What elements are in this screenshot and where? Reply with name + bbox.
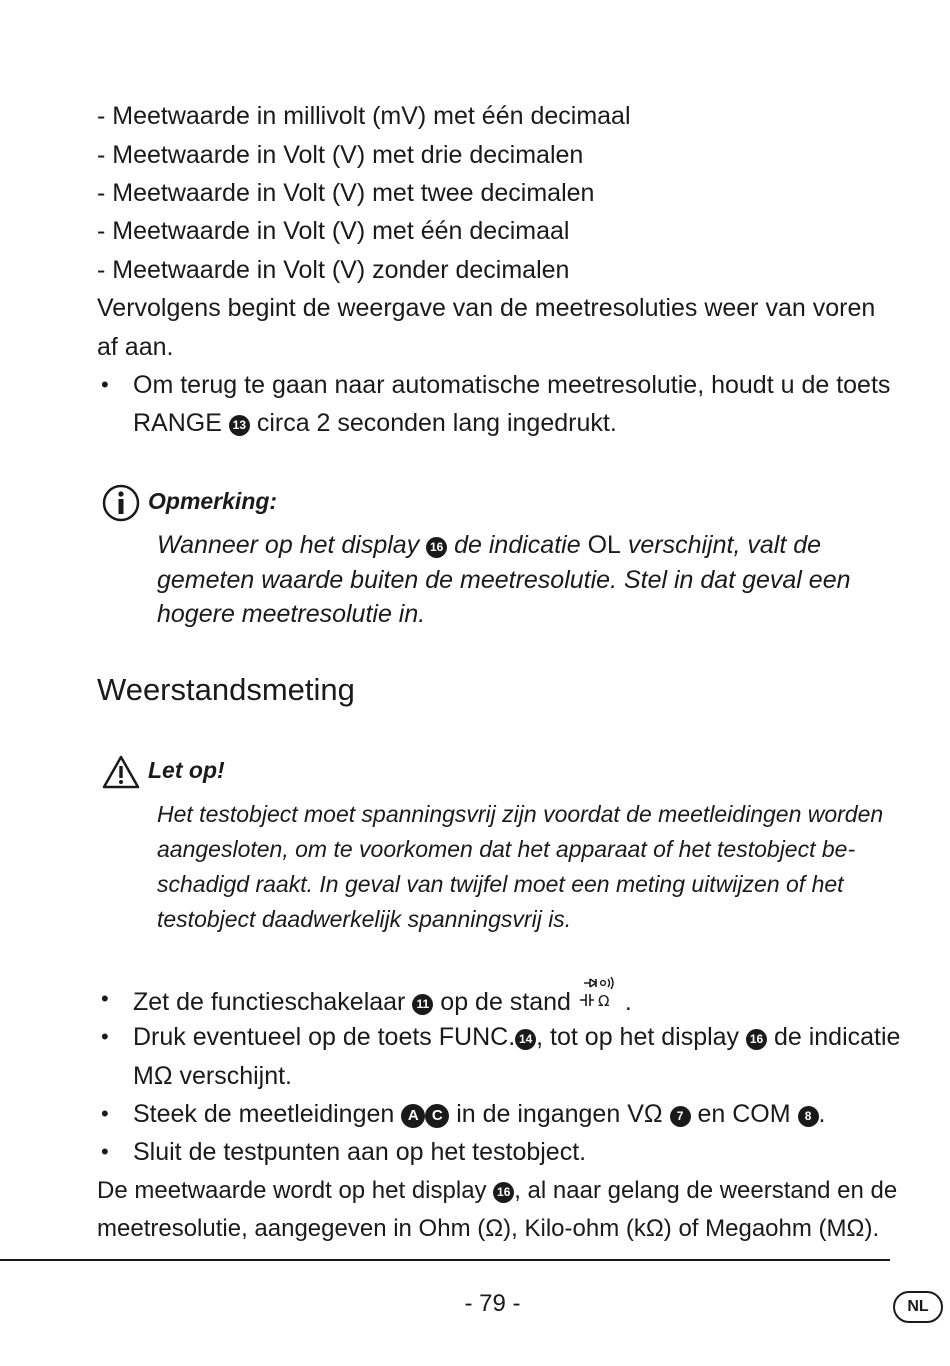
bullet-dot: • <box>101 372 109 397</box>
ref-7-badge: 7 <box>670 1106 691 1127</box>
step-text: op de stand <box>440 988 571 1016</box>
ref-11-badge: 11 <box>412 994 433 1015</box>
caution-line: aangesloten, om te voorkomen dat het apparaat of het testobject be- <box>157 836 856 862</box>
step-text: Zet de functieschakelaar <box>133 988 406 1016</box>
info-icon <box>102 484 140 522</box>
final-line2: meetresolutie, aangegeven in Ohm (Ω), Kilo-ohm (kΩ) of Megaohm (MΩ). <box>97 1215 880 1242</box>
final-text: , al naar gelang de weerstand en de <box>514 1177 898 1204</box>
func-key: FUNC. <box>438 1023 516 1051</box>
ref-C-badge: C <box>425 1104 449 1128</box>
final-text: De meetwaarde wordt op het display <box>97 1177 487 1204</box>
step-4: Sluit de testpunten aan op het testobject. <box>133 1138 587 1166</box>
range-bullet-line2 <box>133 408 617 438</box>
paragraph-line: Vervolgens begint de weergave van de meetresoluties weer van voren <box>97 294 876 322</box>
step-text: en <box>697 1100 726 1128</box>
note-line3: hogere meetresolutie in. <box>157 600 426 628</box>
note-title: Opmerking: <box>148 488 278 514</box>
range-bullet-line1: Om terug te gaan naar automatische meetresolutie, houdt u de toets <box>133 371 891 399</box>
note-text: Wanneer op het display <box>157 531 420 559</box>
step-2 <box>133 1022 900 1052</box>
bullet-dot: • <box>101 986 109 1011</box>
ref-14-badge: 14 <box>515 1029 536 1050</box>
ol-indicator: OL <box>587 531 621 559</box>
page-number: - 79 - <box>464 1290 521 1317</box>
note-text: verschijnt, valt de <box>627 531 822 559</box>
range-key: RANGE <box>133 409 222 437</box>
com-input-label: COM <box>732 1100 791 1128</box>
vo-input-label: VΩ <box>627 1100 663 1128</box>
range-rest: circa 2 seconden lang ingedrukt. <box>256 409 617 437</box>
bullet-dot: • <box>101 1101 109 1126</box>
step-text: . <box>818 1100 826 1128</box>
step-text: . <box>624 988 632 1016</box>
ref-A-badge: A <box>401 1104 425 1128</box>
caution-title: Let op! <box>148 757 225 783</box>
section-heading: Weerstandsmeting <box>97 672 355 707</box>
step-text: Steek de meetleidingen <box>133 1100 395 1128</box>
list-line: - Meetwaarde in Volt (V) zonder decimalen <box>97 256 570 284</box>
warning-icon <box>102 755 140 789</box>
ref-13-badge: 13 <box>229 415 250 436</box>
step-text: de indicatie <box>773 1023 901 1051</box>
note-text: de indicatie <box>454 531 581 559</box>
note-line1 <box>157 530 821 560</box>
step-text: , tot op het display <box>536 1023 740 1051</box>
ref-16-badge: 16 <box>746 1029 767 1050</box>
list-line: - Meetwaarde in Volt (V) met drie decimalen <box>97 141 584 169</box>
svg-text:Ω: Ω <box>597 992 610 1010</box>
resistance-mode-symbol-icon <box>578 984 618 1014</box>
step-2-line2: MΩ verschijnt. <box>133 1062 292 1090</box>
ref-16-badge: 16 <box>426 537 447 558</box>
list-line: - Meetwaarde in millivolt (mV) met één decimaal <box>97 102 631 130</box>
bullet-dot: • <box>101 1139 109 1164</box>
note-line2: gemeten waarde buiten de meetresolutie. Stel in dat geval een <box>157 566 851 594</box>
caution-line: testobject daadwerkelijk spanningsvrij is. <box>157 906 572 932</box>
ref-8-badge: 8 <box>798 1106 819 1127</box>
step-3 <box>133 1099 825 1129</box>
final-line1 <box>97 1176 897 1206</box>
step-text: Druk eventueel op de toets <box>133 1023 432 1051</box>
step-1 <box>133 984 632 1017</box>
bullet-dot: • <box>101 1024 109 1049</box>
paragraph-line: af aan. <box>97 333 174 361</box>
list-line: - Meetwaarde in Volt (V) met twee decimalen <box>97 179 595 207</box>
caution-line: Het testobject moet spanningsvrij zijn voordat de meetleidingen worden <box>157 801 884 827</box>
list-line: - Meetwaarde in Volt (V) met één decimaal <box>97 217 570 245</box>
step-text: in de ingangen <box>456 1100 621 1128</box>
caution-line: schadigd raakt. In geval van twijfel moet een meting uitwijzen of het <box>157 871 844 897</box>
footer-divider <box>0 1259 890 1261</box>
language-badge: NL <box>893 1291 943 1323</box>
ref-16-badge: 16 <box>493 1182 514 1203</box>
